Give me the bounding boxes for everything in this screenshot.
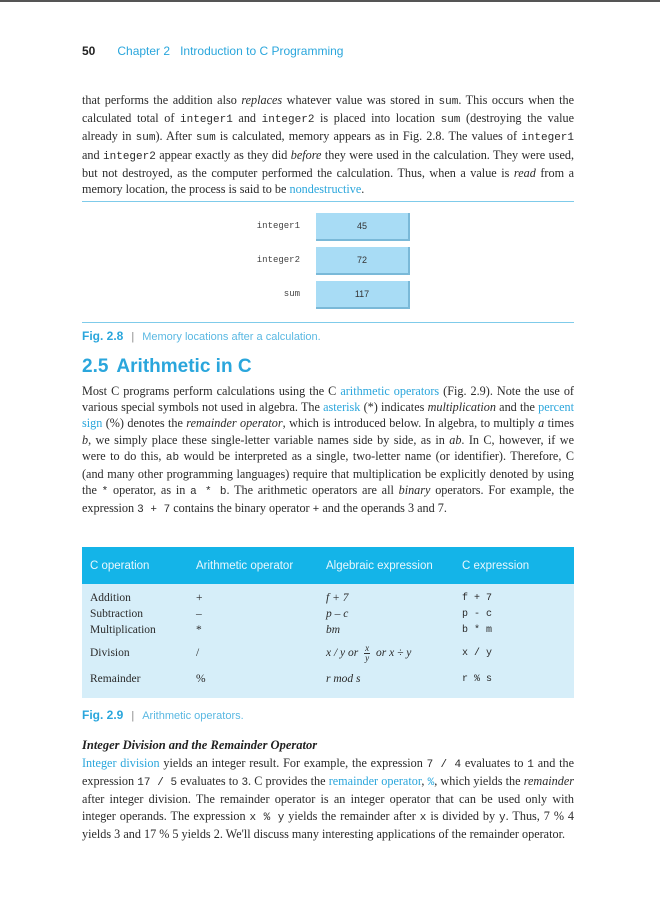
running-head bbox=[82, 44, 343, 58]
paragraph-memory: that performs the addition also replaces whatever value was stored in sum. This occurs when the calculated total of integer1 and integer2 is placed into location sum (destroying the value already in sum). After sum is calculated, memory appears as in Fig. 2.8. The values of integer1 and integer2 appear exactly as they did before they were used in the calculation. They were used, but not destroyed, as the computer performed the calculation. Thus, when a value is read from a memory location, the process is said to be nondestructive. bbox=[82, 93, 574, 197]
subsection-heading: Integer Division and the Remainder Operator bbox=[82, 738, 318, 752]
memory-cell: 72 bbox=[316, 247, 410, 275]
column-header: Algebraic expression bbox=[326, 559, 433, 572]
table-row: Subtraction – p – c p - c bbox=[90, 608, 493, 620]
table-row: Remainder % r mod s r % s bbox=[90, 673, 493, 685]
memory-cell: 117 bbox=[316, 281, 410, 309]
page-number: 50 bbox=[82, 44, 96, 58]
table-header bbox=[82, 547, 574, 584]
figure-top-rule bbox=[82, 201, 574, 202]
paragraph-arithmetic: Most C programs perform calculations using the C arithmetic operators (Fig. 2.9). Note the use of various special symbols not used in algebra. The asterisk (*) indicates multiplication and the percent sign (%) denotes the remainder operator, which is introduced below. In algebra, to multiply a times b, we simply place these single-letter variable names side by side, as in ab. In C, however, if we were to do this, ab would be interpreted as a single, two-letter name (or identifier). Therefore, C (and many other programming languages) require that multiplication be explicitly denoted by using the * operator, as in a * b. The arithmetic operators are all binary operators. For example, the expression 3 + 7 contains the binary operator + and the operands 3 and 7. bbox=[82, 384, 575, 517]
section-heading: 2.5 Arithmetic in C bbox=[82, 356, 252, 377]
column-header: C expression bbox=[462, 559, 530, 572]
fraction: $\frac{x}{y}$ bbox=[365, 642, 370, 663]
arithmetic-operators-table bbox=[82, 547, 574, 698]
column-header: C operation bbox=[90, 559, 150, 572]
figure-caption-2-9: Fig. 2.9 | Arithmetic operators. bbox=[82, 708, 244, 722]
memory-label: sum bbox=[283, 289, 300, 299]
chapter-title: Introduction to C Programming bbox=[180, 44, 344, 58]
table-row: Addition + f + 7 f + 7 bbox=[90, 592, 493, 604]
memory-label: integer1 bbox=[256, 221, 300, 231]
column-header: Arithmetic operator bbox=[196, 559, 294, 572]
memory-cell: 45 bbox=[316, 213, 410, 241]
chapter-label: Chapter 2 bbox=[117, 44, 171, 58]
term-nondestructive: nondestructive bbox=[289, 182, 362, 197]
paragraph-integer-division: Integer division yields an integer result. For example, the expression 7 / 4 evaluates to 1 and the expression 17 / 5 evaluates to 3. C provides the remainder operator, %, which yields the remainder after integer division. The remainder operator is an integer operator that can be used only with integer operands. The expression x % y yields the remainder after x is divided by y. Thus, 7 % 4 yields 3 and 17 % 5 yields 2. We'll discuss many interesting applications of the remainder operator. bbox=[82, 756, 575, 841]
page-top-border bbox=[0, 0, 660, 2]
table-row: Multiplication * bm b * m bbox=[90, 624, 493, 636]
figure-bottom-rule bbox=[82, 322, 574, 323]
figure-caption-2-8: Fig. 2.8 | Memory locations after a calculation. bbox=[82, 329, 321, 343]
table-body bbox=[82, 584, 574, 698]
table-row: Division / x / y or $\frac{x}{y}$ or x ÷ y x / y bbox=[90, 642, 493, 663]
memory-label: integer2 bbox=[256, 255, 300, 265]
